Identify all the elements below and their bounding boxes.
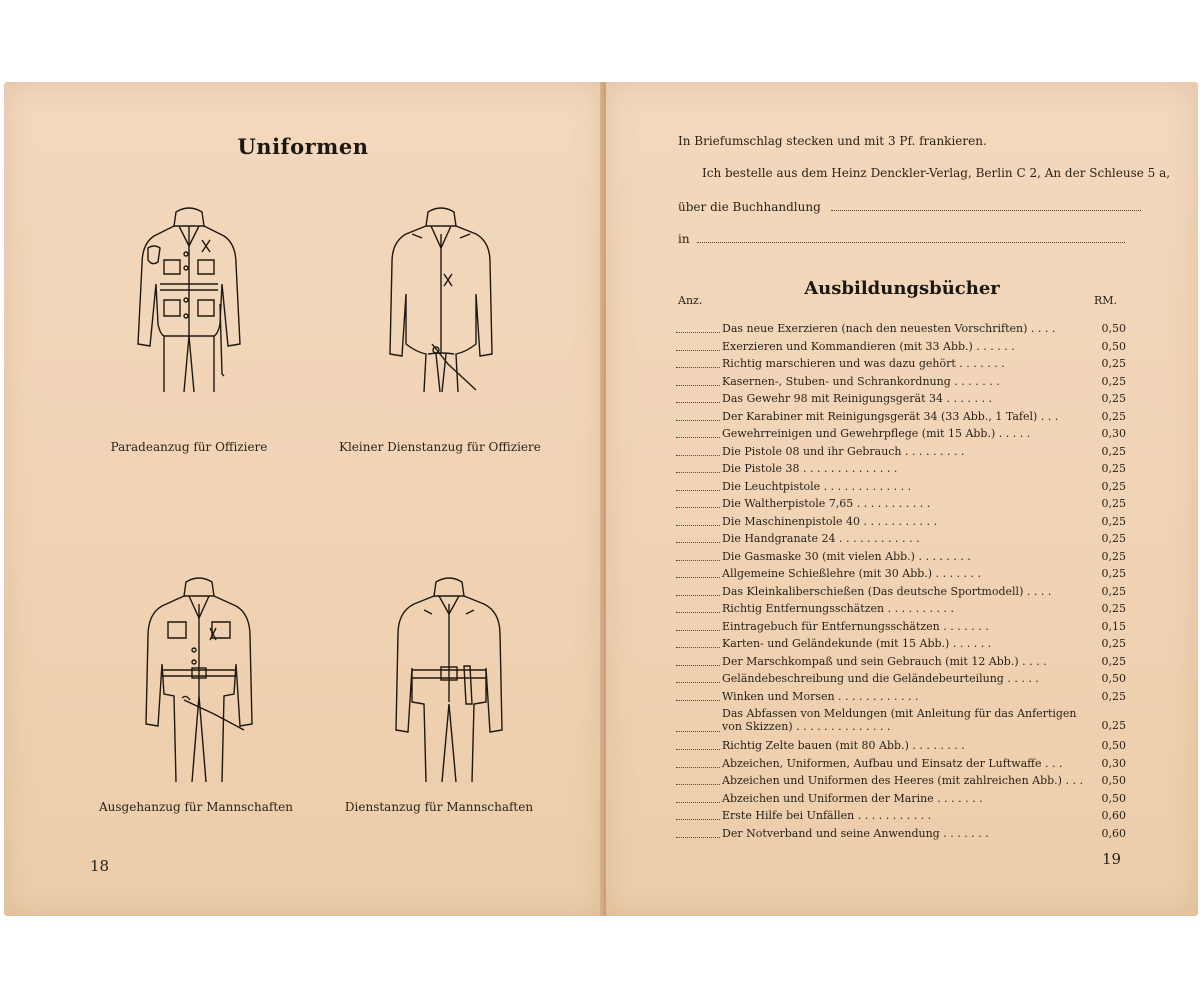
uniform-illustration-officer-service [376, 204, 506, 394]
book-title-line: Exerzieren und Kommandieren (mit 33 Abb.) . . . . . . [722, 339, 1015, 353]
book-title-line: Die Pistole 08 und ihr Gebrauch . . . . . . . . . [722, 444, 965, 458]
caption-parade: Paradeanzug für Offiziere [110, 440, 268, 454]
quantity-field[interactable] [676, 647, 720, 648]
quantity-field[interactable] [676, 542, 720, 543]
book-title-line: Abzeichen und Uniformen der Marine . . . . . . . [722, 791, 983, 805]
book-title [722, 373, 1000, 391]
book-title [722, 790, 983, 808]
book-title [722, 320, 1055, 338]
book-row [676, 653, 1126, 671]
bookshop-label: über die Buchhandlung [678, 200, 821, 214]
book-title [722, 653, 1047, 671]
book-title-line: Die Gasmaske 30 (mit vielen Abb.) . . . . . . . . [722, 549, 971, 563]
quantity-field[interactable] [676, 490, 720, 491]
book-row [676, 548, 1126, 566]
book-price: 0,15 [1101, 619, 1126, 633]
book-row [676, 670, 1126, 688]
book-price: 0,25 [1101, 497, 1126, 510]
quantity-field[interactable] [676, 784, 720, 785]
book-title-line: Gewehrreinigen und Gewehrpflege (mit 15 Abb.) . . . . . [722, 427, 1031, 440]
book-row [676, 478, 1126, 496]
book-price: 0,50 [1101, 322, 1126, 335]
bookshop-fill-line [831, 210, 1141, 211]
quantity-field[interactable] [676, 455, 720, 456]
book-price: 0,25 [1101, 584, 1126, 598]
book-row [676, 705, 1126, 737]
quantity-field[interactable] [676, 595, 720, 596]
book-row [676, 320, 1126, 338]
book-title [722, 443, 964, 461]
book-title-line: Der Karabiner mit Reinigungsgerät 34 (33 Abb., 1 Tafel) . . . [722, 409, 1059, 423]
quantity-field[interactable] [676, 665, 720, 666]
book-title [722, 495, 930, 513]
book-title [722, 460, 897, 478]
book-price: 0,60 [1101, 826, 1126, 840]
book-title-line: Richtig Entfernungsschätzen . . . . . . . . . . [722, 602, 955, 615]
book-row [676, 790, 1126, 808]
quantity-field[interactable] [676, 332, 720, 333]
book-title-line: Der Marschkompaß und sein Gebrauch (mit 12 Abb.) . . . . [722, 654, 1047, 668]
book-row [676, 618, 1126, 636]
envelope-instruction: In Briefumschlag stecken und mit 3 Pf. frankieren. [678, 134, 987, 148]
book-title-line: Das Gewehr 98 mit Reinigungsgerät 34 . . . . . . . [722, 392, 992, 405]
book-row [676, 460, 1126, 478]
book-row [676, 807, 1126, 825]
right-page [606, 82, 1198, 916]
book-title-line: Eintragebuch für Entfernungsschätzen . . . . . . . [722, 619, 989, 633]
book-title-line: Richtig Zelte bauen (mit 80 Abb.) . . . . . . . . [722, 739, 965, 752]
book-title-line: Die Leuchtpistole . . . . . . . . . . . . . [722, 479, 912, 493]
section-title: Ausbildungsbücher [804, 278, 1000, 299]
book-title-line: Das Kleinkaliberschießen (Das deutsche Sportmodell) . . . . [722, 584, 1052, 598]
book-price: 0,25 [1101, 549, 1126, 563]
quantity-field[interactable] [676, 731, 720, 732]
book-row [676, 737, 1126, 755]
book-price: 0,25 [1101, 654, 1126, 668]
quantity-field[interactable] [676, 749, 720, 750]
book-title [722, 755, 1062, 773]
book-title [722, 600, 954, 618]
book-title-line: von Skizzen) . . . . . . . . . . . . . . [722, 720, 891, 733]
caption-walking-out: Ausgehanzug für Mannschaften [99, 800, 293, 814]
quantity-field[interactable] [676, 819, 720, 820]
uniform-illustration-parade [124, 204, 254, 394]
in-fill-line [697, 242, 1125, 243]
book-price: 0,50 [1101, 339, 1126, 353]
book-title [722, 478, 911, 496]
quantity-field[interactable] [676, 402, 720, 403]
book-title [722, 583, 1051, 601]
book-title [722, 670, 1039, 688]
book-title-line: Abzeichen und Uniformen des Heeres (mit zahlreichen Abb.) . . . [722, 774, 1083, 787]
book-row [676, 565, 1126, 583]
quantity-field[interactable] [676, 560, 720, 561]
quantity-field[interactable] [676, 350, 720, 351]
page-number-left: 18 [90, 857, 110, 875]
book-title [722, 772, 1083, 790]
book-row [676, 688, 1126, 706]
book-price: 0,50 [1101, 774, 1126, 787]
in-line [678, 232, 1122, 246]
book-title-line: Die Waltherpistole 7,65 . . . . . . . . . . . [722, 497, 931, 510]
book-price: 0,25 [1101, 689, 1126, 703]
book-row [676, 443, 1126, 461]
book-price: 0,25 [1101, 374, 1126, 388]
book-title-line: Richtig marschieren und was dazu gehört . . . . . . . [722, 357, 1005, 370]
book-price: 0,25 [1101, 602, 1126, 615]
book-title-line: Die Pistole 38 . . . . . . . . . . . . . . [722, 462, 898, 475]
book-title [722, 338, 1015, 356]
page-number-right: 19 [1102, 850, 1122, 868]
book-title [722, 513, 937, 531]
book-title [722, 355, 1005, 373]
book-title-line: Das neue Exerzieren (nach den neuesten Vorschriften) . . . . [722, 322, 1056, 335]
book-row [676, 338, 1126, 356]
book-price: 0,30 [1101, 756, 1126, 770]
book-row [676, 825, 1126, 843]
book-row [676, 635, 1126, 653]
column-header-price: RM. [1094, 294, 1118, 307]
book-title [722, 408, 1058, 426]
quantity-field[interactable] [676, 525, 720, 526]
book-title-line: Allgemeine Schießlehre (mit 30 Abb.) . . . . . . . [722, 567, 982, 580]
book-title-line: Geländebeschreibung und die Geländebeurteilung . . . . . [722, 672, 1039, 685]
page-title: Uniformen [237, 134, 369, 159]
caption-men-service: Dienstanzug für Mannschaften [344, 800, 534, 814]
quantity-field[interactable] [676, 837, 720, 838]
book-price: 0,25 [1101, 719, 1126, 732]
quantity-field[interactable] [676, 420, 720, 421]
book-price: 0,30 [1101, 427, 1126, 440]
book-price: 0,25 [1101, 567, 1126, 580]
book-price: 0,25 [1101, 532, 1126, 545]
uniform-illustration-men-service [384, 574, 514, 784]
book-title [722, 688, 918, 706]
quantity-field[interactable] [676, 507, 720, 508]
book-title [722, 548, 971, 566]
book-price: 0,50 [1101, 791, 1126, 805]
book-row [676, 755, 1126, 773]
quantity-field[interactable] [676, 700, 720, 701]
book-title [722, 565, 981, 583]
book-title-line: Erste Hilfe bei Unfällen . . . . . . . . . . . [722, 809, 932, 822]
book-title-line: Das Abfassen von Meldungen (mit Anleitung für das Anfertigen [722, 707, 1077, 720]
quantity-field[interactable] [676, 612, 720, 613]
in-label: in [678, 232, 690, 246]
book-row [676, 600, 1126, 618]
book-title [722, 825, 989, 843]
book-title [722, 390, 992, 408]
book-price: 0,25 [1101, 637, 1126, 650]
book-price: 0,25 [1101, 444, 1126, 458]
quantity-field[interactable] [676, 630, 720, 631]
book-price: 0,25 [1101, 462, 1126, 475]
book-title [722, 807, 931, 825]
book-price: 0,25 [1101, 514, 1126, 528]
book-row [676, 583, 1126, 601]
book-price: 0,25 [1101, 409, 1126, 423]
book-price: 0,25 [1101, 392, 1126, 405]
bookshop-line [678, 200, 1122, 214]
quantity-field[interactable] [676, 367, 720, 368]
book-title [722, 618, 989, 636]
book-title-line: Der Notverband und seine Anwendung . . . . . . . [722, 826, 989, 840]
book-price: 0,25 [1101, 479, 1126, 493]
book-title [722, 425, 1030, 443]
book-row [676, 425, 1126, 443]
quantity-field[interactable] [676, 437, 720, 438]
book-title-line: Winken und Morsen . . . . . . . . . . . . [722, 689, 919, 703]
book-title [722, 635, 991, 653]
book-row [676, 373, 1126, 391]
book-row [676, 390, 1126, 408]
book-title-line: Die Maschinenpistole 40 . . . . . . . . . . . [722, 514, 937, 528]
quantity-field[interactable] [676, 767, 720, 768]
book-title [722, 737, 965, 755]
book-price: 0,60 [1101, 809, 1126, 822]
caption-officer-service: Kleiner Dienstanzug für Offiziere [339, 440, 541, 454]
book-row [676, 355, 1126, 373]
quantity-field[interactable] [676, 577, 720, 578]
quantity-field[interactable] [676, 802, 720, 803]
book-title-line: Kasernen-, Stuben- und Schrankordnung . . . . . . . [722, 374, 1000, 388]
book-price: 0,50 [1101, 672, 1126, 685]
quantity-field[interactable] [676, 472, 720, 473]
book-title [722, 707, 1077, 733]
order-line: Ich bestelle aus dem Heinz Denckler-Verlag, Berlin C 2, An der Schleuse 5 a, [702, 166, 1171, 180]
book-list [676, 320, 1126, 842]
book-row [676, 408, 1126, 426]
book-row [676, 530, 1126, 548]
left-page [4, 82, 602, 916]
book-price: 0,25 [1101, 357, 1126, 370]
uniform-illustration-walking-out [134, 574, 264, 784]
book-row [676, 513, 1126, 531]
book-title-line: Die Handgranate 24 . . . . . . . . . . . . [722, 532, 920, 545]
quantity-field[interactable] [676, 385, 720, 386]
book-title-line: Karten- und Geländekunde (mit 15 Abb.) . . . . . . [722, 637, 992, 650]
book-row [676, 495, 1126, 513]
book-row [676, 772, 1126, 790]
book-price: 0,50 [1101, 739, 1126, 752]
book-title-line: Abzeichen, Uniformen, Aufbau und Einsatz der Luftwaffe . . . [722, 756, 1063, 770]
quantity-field[interactable] [676, 682, 720, 683]
book-title [722, 530, 919, 548]
column-header-quantity: Anz. [678, 294, 703, 307]
